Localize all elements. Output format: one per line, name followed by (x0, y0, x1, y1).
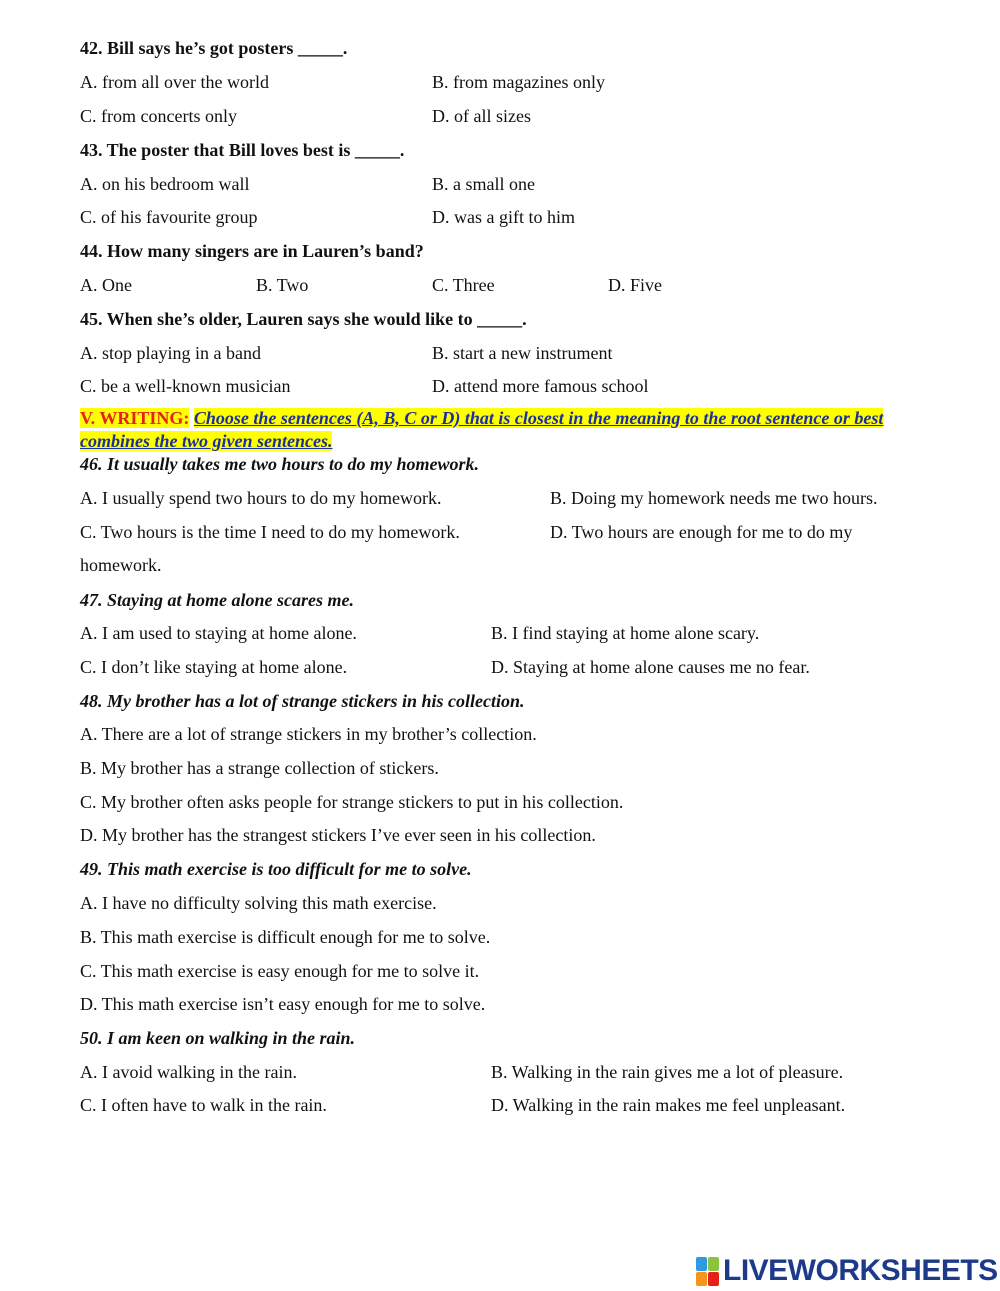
q49-option-b[interactable]: B. This math exercise is difficult enough for me to solve. (80, 927, 491, 947)
q45-option-a[interactable]: A. stop playing in a band (80, 343, 261, 363)
q42-option-c[interactable]: C. from concerts only (80, 106, 237, 126)
q42-option-b[interactable]: B. from magazines only (432, 72, 605, 92)
question-43-stem: 43. The poster that Bill loves best is _____. (80, 140, 405, 160)
q49-option-a[interactable]: A. I have no difficulty solving this math exercise. (80, 893, 437, 913)
q46-option-c[interactable]: C. Two hours is the time I need to do my homework. (80, 522, 460, 542)
section-instruction: Choose the sentences (A, B, C or D) that is closest in the meaning to the root sentence or best combines the two given sentences. (80, 408, 884, 451)
q46-option-a[interactable]: A. I usually spend two hours to do my homework. (80, 488, 442, 508)
q49-option-c[interactable]: C. This math exercise is easy enough for me to solve it. (80, 961, 480, 981)
q46-option-b[interactable]: B. Doing my homework needs me two hours. (550, 488, 878, 508)
question-44-stem: 44. How many singers are in Lauren’s band? (80, 241, 424, 261)
q42-option-d[interactable]: D. of all sizes (432, 106, 531, 126)
q47-option-a[interactable]: A. I am used to staying at home alone. (80, 623, 357, 643)
q50-option-b[interactable]: B. Walking in the rain gives me a lot of pleasure. (491, 1062, 844, 1082)
q46-option-d-continued: homework. (80, 555, 162, 575)
q43-option-d[interactable]: D. was a gift to him (432, 207, 575, 227)
q45-option-b[interactable]: B. start a new instrument (432, 343, 613, 363)
q47-option-c[interactable]: C. I don’t like staying at home alone. (80, 657, 348, 677)
section-title: V. WRITING: (80, 408, 190, 428)
question-48-stem: 48. My brother has a lot of strange stickers in his collection. (80, 691, 525, 711)
q47-option-d[interactable]: D. Staying at home alone causes me no fear. (491, 657, 810, 677)
q47-option-b[interactable]: B. I find staying at home alone scary. (491, 623, 760, 643)
q44-option-c[interactable]: C. Three (432, 275, 495, 295)
question-42-stem: 42. Bill says he’s got posters _____. (80, 38, 348, 58)
q50-option-a[interactable]: A. I avoid walking in the rain. (80, 1062, 297, 1082)
q48-option-c[interactable]: C. My brother often asks people for strange stickers to put in his collection. (80, 792, 624, 812)
q43-option-a[interactable]: A. on his bedroom wall (80, 174, 250, 194)
q46-option-d[interactable]: D. Two hours are enough for me to do my (550, 522, 853, 542)
question-50-stem: 50. I am keen on walking in the rain. (80, 1028, 356, 1048)
q48-option-a[interactable]: A. There are a lot of strange stickers in my brother’s collection. (80, 724, 537, 744)
q45-option-c[interactable]: C. be a well-known musician (80, 376, 291, 396)
q43-option-c[interactable]: C. of his favourite group (80, 207, 258, 227)
question-49-stem: 49. This math exercise is too difficult for me to solve. (80, 859, 472, 879)
q50-option-c[interactable]: C. I often have to walk in the rain. (80, 1095, 327, 1115)
q43-option-b[interactable]: B. a small one (432, 174, 535, 194)
q42-option-a[interactable]: A. from all over the world (80, 72, 269, 92)
question-46-stem: 46. It usually takes me two hours to do my homework. (80, 454, 480, 474)
question-45-stem: 45. When she’s older, Lauren says she would like to _____. (80, 309, 527, 329)
logo-text: LIVEWORKSHEETS (723, 1254, 998, 1287)
q49-option-d[interactable]: D. This math exercise isn’t easy enough for me to solve. (80, 994, 486, 1014)
q50-option-d[interactable]: D. Walking in the rain makes me feel unpleasant. (491, 1095, 846, 1115)
q45-option-d[interactable]: D. attend more famous school (432, 376, 649, 396)
question-47-stem: 47. Staying at home alone scares me. (80, 590, 354, 610)
q44-option-b[interactable]: B. Two (256, 275, 309, 295)
liveworksheets-logo-icon (696, 1257, 719, 1286)
q48-option-b[interactable]: B. My brother has a strange collection of stickers. (80, 758, 439, 778)
q44-option-d[interactable]: D. Five (608, 275, 662, 295)
q44-option-a[interactable]: A. One (80, 275, 132, 295)
section-heading (80, 407, 922, 452)
liveworksheets-logo (696, 1256, 998, 1286)
q48-option-d[interactable]: D. My brother has the strangest stickers I’ve ever seen in his collection. (80, 825, 596, 845)
